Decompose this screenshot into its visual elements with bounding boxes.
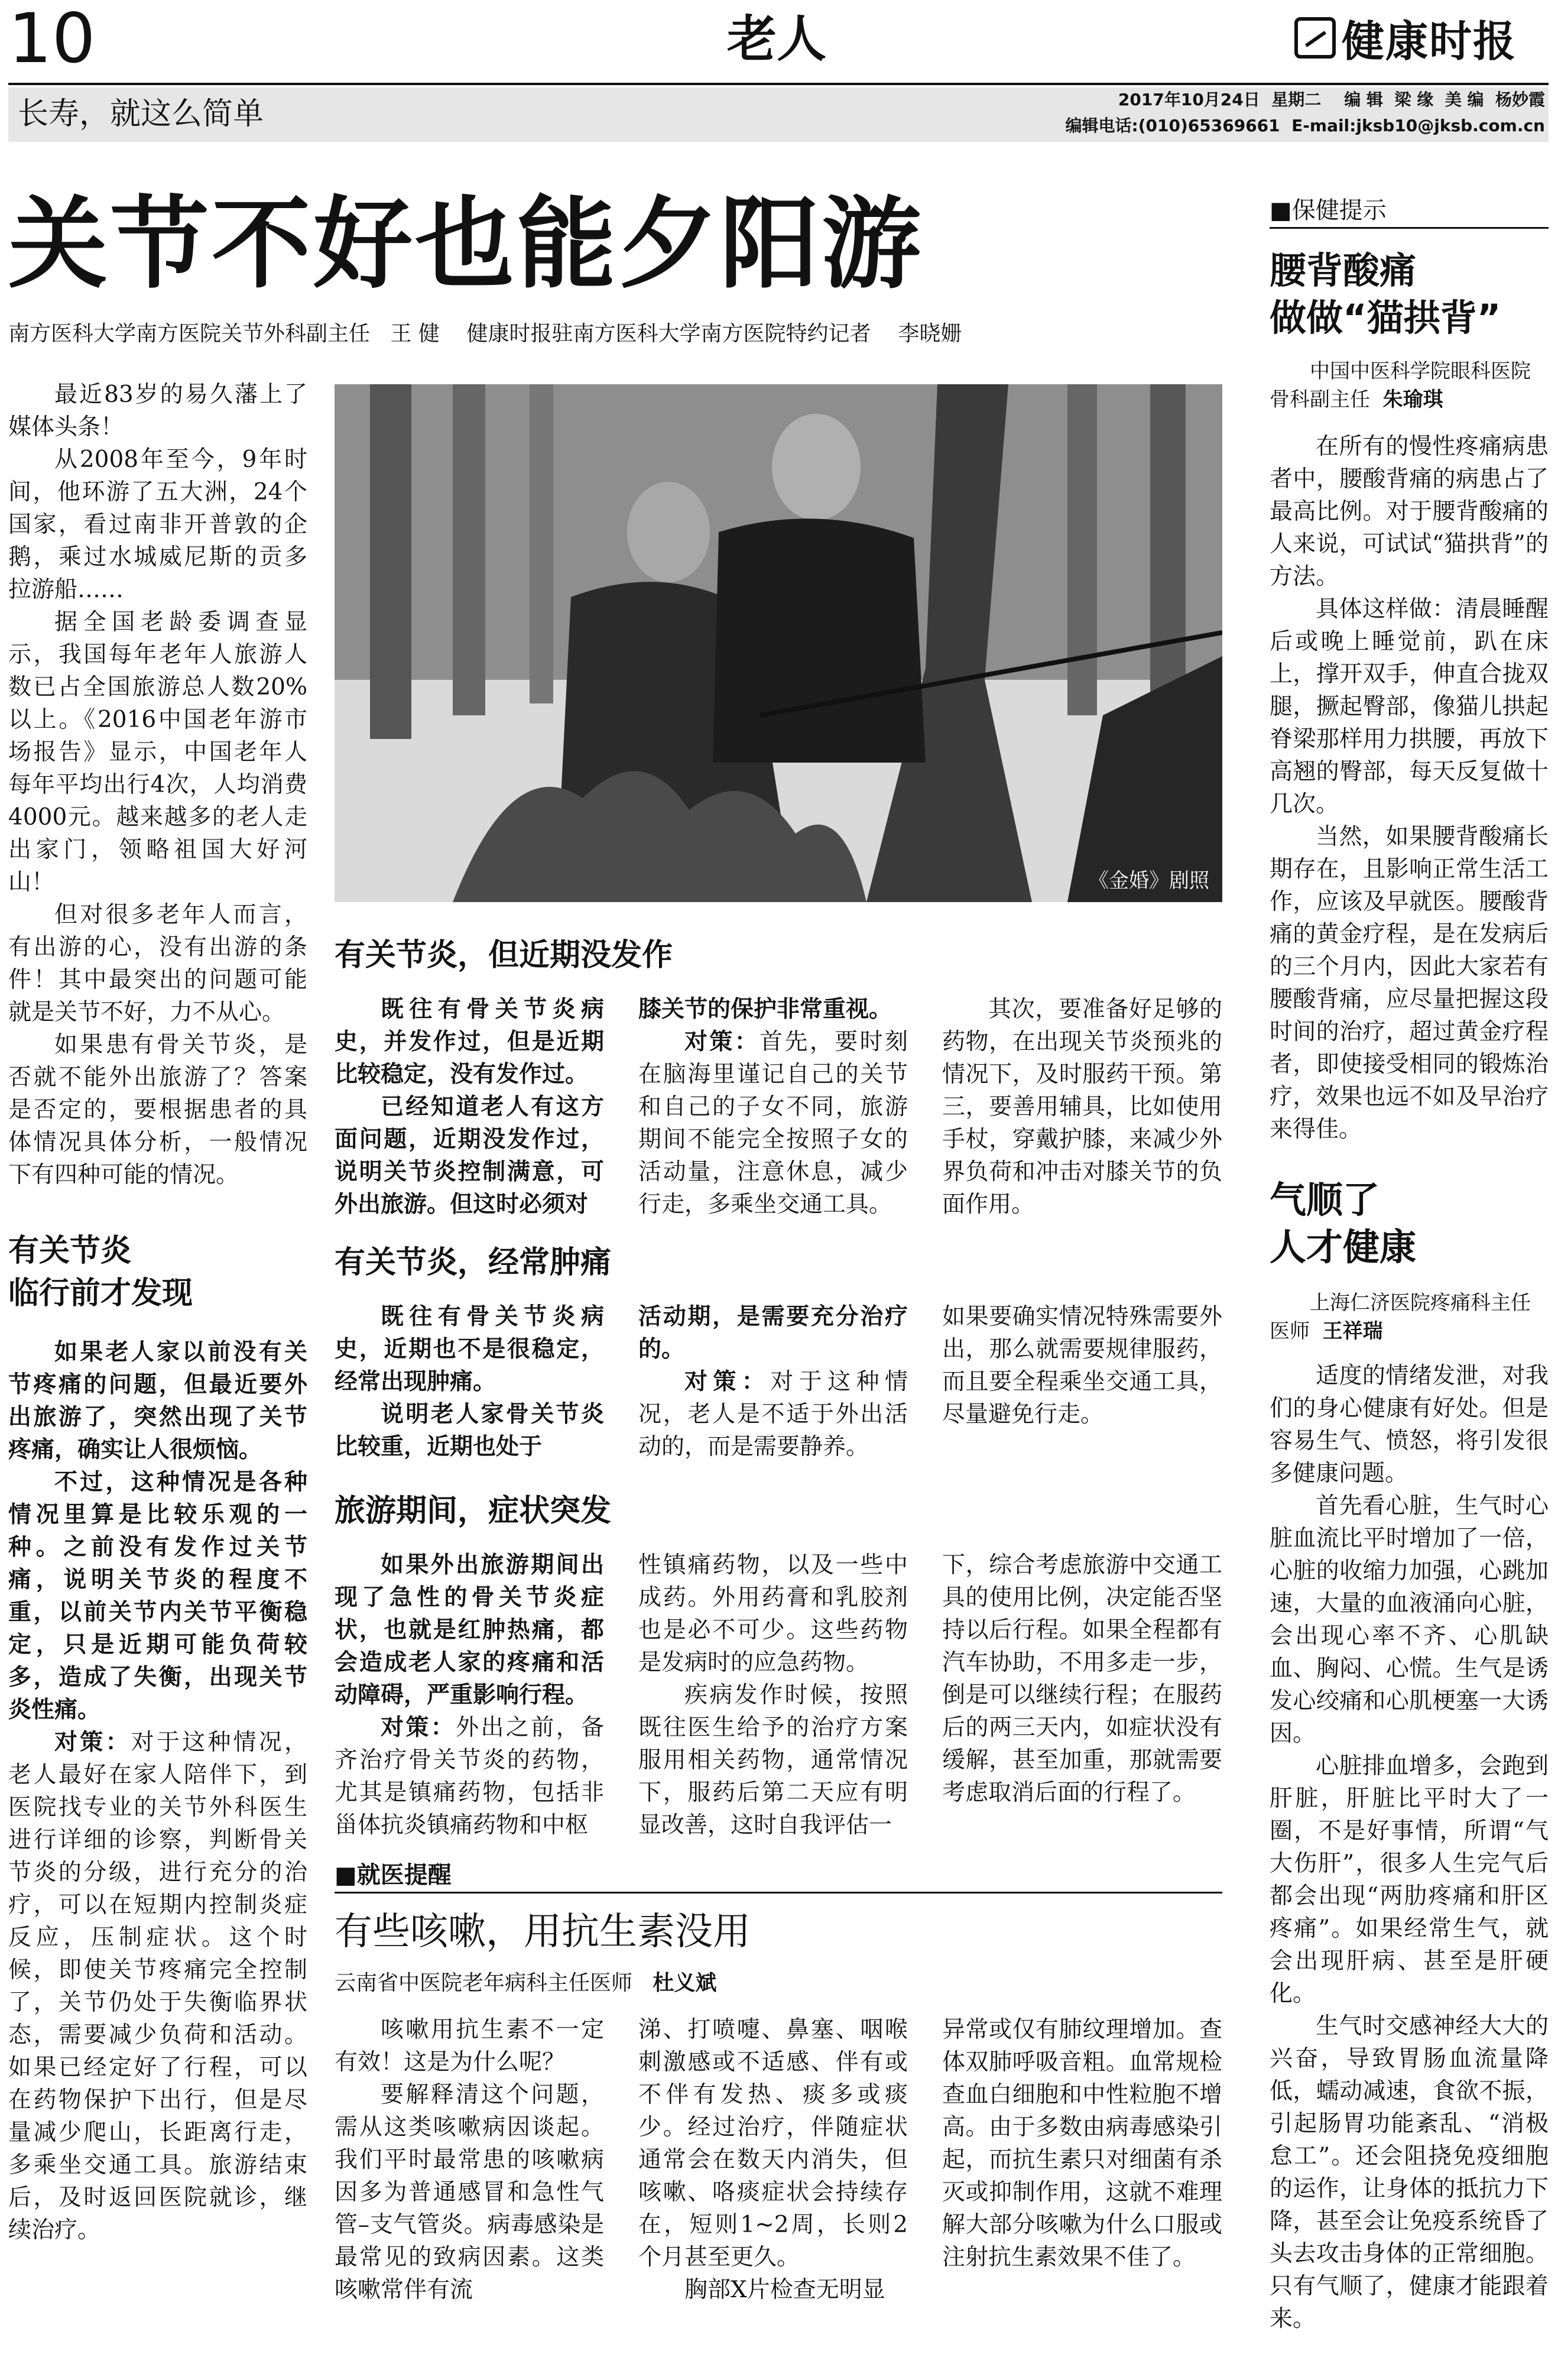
section-4-col3 [942,1549,1222,1809]
sidebar-paragraph: 适度的情绪发泄，对我们的身心健康有好处。但是容易生气、愤怒，将引发很多健康问题。 [1270,1363,1549,1487]
strategy-text: 外出之前，备齐治疗骨关节炎的药物，尤其是镇痛药物，包括非甾体抗炎镇痛药物和中枢 [335,1714,604,1838]
section-heading-3: 有关节炎，经常肿痛 [335,1245,612,1280]
sidebar-article-1-body [1270,430,1549,1146]
cough-byline-name: 杜义斌 [653,1971,717,1995]
article-photo [335,384,1222,902]
logo-mark-icon [1294,17,1336,59]
section-4-col2 [638,1549,908,1841]
intro-paragraph: 如果患有骨关节炎，是否就不能外出旅游了？答案是否定的，要根据患者的具体情况具体分析，一般情况下有四种可能的情况。 [8,1032,307,1188]
section-3-col1 [335,1301,604,1463]
section-2-paragraph: 既往有骨关节炎病史，并发作过，但是近期比较稳定，没有发作过。 [335,996,604,1088]
sidebar-article-1-byline-org: 中国中医科学院眼科医院骨科副主任 [1270,359,1531,411]
sidebar-article-2-byline-name: 王祥瑞 [1322,1319,1383,1343]
intro-paragraph: 据全国老龄委调查显示，我国每年老年人旅游人数已占全国旅游总人数20%以上。《2016中国老年游市场报告》显示，中国老年人每年平均出行4次，人均消费4000元。越来越多的老人走出家门，领略祖国大好河山！ [8,609,307,896]
page-number: 10 [8,0,96,79]
sidebar-article-2-body [1270,1360,1549,2335]
section-4-paragraph: 如果外出旅游期间出现了急性的骨关节炎症状，也就是红肿热痛，都会造成老人家的疼痛和活动障碍，严重影响行程。 [335,1551,604,1708]
cough-tag-rule [335,1892,1222,1893]
section-2-col3 [942,993,1222,1221]
sidebar-article-2-byline [1270,1289,1549,1345]
section-2-col2 [638,993,908,1221]
cough-paragraph: 要解释清这个问题，需从这类咳嗽病因谈起。我们平时最常患的咳嗽病因多为普通感冒和急性气管–支气管炎。病毒感染是最常见的致病因素。这类咳嗽常伴有流 [335,2081,604,2303]
sidebar-article-1-title: 腰背酸痛 做做“猫拱背” [1270,249,1501,339]
section-3-paragraph: 如果要确实情况特殊需要外出，那么就需要规律服药，而且要全程乘坐交通工具，尽量避免行走。 [942,1304,1222,1428]
section-3-paragraph: 活动期，是需要充分治疗的。 [638,1303,908,1363]
contact-line: 编辑电话:(010)65369661 E-mail:jksb10@jksb.com.cn [1065,116,1545,135]
section-heading-2: 有关节炎，但近期没发作 [335,938,673,973]
cough-paragraph: 异常或仅有肺纹理增加。查体双肺呼吸音粗。血常规检查血白细胞和中性粒胞不增高。由于多数由病毒感染引起，而抗生素只对细菌有杀灭或抑制作用，这就不难理解大部分咳嗽为什么口服或注射抗生素效果不佳了。 [942,2016,1222,2271]
strategy-text: 首先，要时刻在脑海里谨记自己的关节和自己的子女不同，旅游期间不能完全按照子女的活动量，注意休息，减少行走，多乘坐交通工具。 [638,1029,908,1218]
strategy-label: 对策： [684,1028,760,1055]
section-2-paragraph: 其次，要准备好足够的药物，在出现关节炎预兆的情况下，及时服药干预。第三，要善用辅具，比如使用手杖，穿戴护膝，来减少外界负荷和冲击对膝关节的负面作用。 [942,996,1222,1218]
section-3-strategy [638,1366,908,1463]
cough-byline [335,1969,716,1998]
photo-caption: 《金婚》剧照 [1089,869,1209,893]
sidebar-paragraph: 首先看心脏，生气时心脏血流比平时增加了一倍，心脏的收缩力加强，心跳加速，大量的血液涌向心脏，会出现心率不齐、心肌缺血、胸闷、心慌。生气是诱发心绞痛和心肌梗塞一大诱因。 [1270,1493,1549,1747]
sidebar-article-1-byline [1270,357,1549,414]
section-4-paragraph: 性镇痛药物，以及一些中成药。外用药膏和乳胶剂也是必不可少。这些药物是发病时的应急药物。 [638,1552,908,1676]
sidebar-article-2-byline-org: 上海仁济医院疼痛科主任医师 [1270,1291,1531,1343]
photo-illustration [335,384,1222,902]
section-3-col3 [942,1301,1222,1431]
cough-paragraph: 涕、打喷嚏、鼻塞、咽喉刺激感或不适感、伴有或不伴有发热、痰多或痰少。经过治疗，伴随症状通常会在数天内消失，但咳嗽、咯痰症状会持续存在，短则1~2周，长则2个月甚至更久。 [638,2016,908,2271]
sidebar-paragraph: 当然，如果腰背酸痛长期存在，且影响正常生活工作，应该及早就医。腰酸背痛的黄金疗程，是在发病后的三个月内，因此大家若有腰酸背痛，应尽量把握这段时间的治疗，超过黄金疗程者，即使接受相同的锻炼治疗，效果也远不如及早治疗来得佳。 [1270,823,1549,1143]
section-2-paragraph: 已经知道老人有这方面问题，近期没发作过，说明关节炎控制满意，可外出旅游。但这时必须对 [335,1093,604,1218]
section-4-paragraph: 疾病发作时候，按照既往医生给予的治疗方案服用相关药物，通常情况下，服药后第二天应有明显改善，这时自我评估一 [638,1682,908,1838]
sidebar-paragraph: 在所有的慢性疼痛病患者中，腰酸背痛的病患占了最高比例。对于腰背酸痛的人来说，可试试“猫拱背”的方法。 [1270,433,1549,590]
section-3-col2 [638,1301,908,1463]
section-title: 老人 [727,10,827,68]
strategy-label: 对策： [381,1714,456,1741]
section-3-paragraph: 既往有骨关节炎病史，近期也不是很稳定，经常出现肿痛。 [335,1303,604,1395]
sidebar-paragraph: 生气时交感神经大大的兴奋，导致胃肠血流量降低，蠕动减速，食欲不振，引起肠胃功能紊乱、“消极怠工”。还会阻挠免疫细胞的运作，让身体的抵抗力下降，甚至会让免疫系统昏了头去攻击身体的正常细胞。只有气顺了，健康才能跟着来。 [1270,2013,1549,2332]
slogan: 长寿，就这么简单 [18,96,264,132]
sidebar-tag-rule [1270,227,1549,229]
section-1-paragraph: 如果老人家以前没有关节疼痛的问题，但最近要外出旅游了，突然出现了关节疼痛，确实让人很烦恼。 [8,1338,307,1463]
cough-paragraph: 胸部X片检查无明显 [684,2277,885,2303]
sidebar-article-2-title: 气顺了 人才健康 [1270,1178,1417,1269]
section-3-paragraph: 说明老人家骨关节炎比较重，近期也处于 [335,1400,604,1460]
intro-paragraph: 但对很多老年人而言，有出游的心，没有出游的条件！其中最突出的问题可能就是关节不好，力不从心。 [8,902,307,1026]
date-line: 2017年10月24日 星期二 编 辑 梁 缘 美 编 杨妙霞 [1118,90,1545,109]
strategy-text: 对于这种情况，老人最好在家人陪伴下，到医院找专业的关节外科医生进行详细的诊察，判断骨关节炎的分级，进行充分的治疗，可以在短期内控制炎症反应，压制症状。这个时候，即使关节疼痛完全控制了，关节仍处于失衡临界状态，需要减少负荷和活动。如果已经定好了行程，可以在药物保护下出行，但是尽量减少爬山，长距离行走，多乘坐交通工具。旅游结束后，及时返回医院就诊，继续治疗。 [8,1729,307,2243]
intro-paragraph: 从2008年至今，9年时间，他环游了五大洲，24个国家，看过南非开普敦的企鹅，乘过水城威尼斯的贡多拉游船…… [8,446,307,603]
section-2-col1 [335,993,604,1221]
section-1-paragraph: 不过，这种情况是各种情况里算是比较乐观的一种。之前没有发作过关节痛，说明关节炎的程度不重，以前关节内关节平衡稳定，只是近期可能负荷较多，造成了失衡，出现关节炎性痛。 [8,1468,307,1723]
main-byline: 南方医科大学南方医院关节外科副主任 王 健 健康时报驻南方医科大学南方医院特约记者 李晓姗 [8,322,962,346]
cough-byline-org: 云南省中医院老年病科主任医师 [335,1971,633,1995]
cough-col1 [335,2013,604,2306]
cough-column-tag: ■就医提醒 [335,1862,452,1889]
section-4-paragraph: 下，综合考虑旅游中交通工具的使用比例，决定能否坚持以后行程。如果全程都有汽车协助，不用多走一步，倒是可以继续行程；在服药后的两三天内，如症状没有缓解，甚至加重，那就需要考虑取消后面的行程了。 [942,1552,1222,1806]
section-heading-4: 旅游期间，症状突发 [335,1493,612,1529]
sidebar-paragraph: 具体这样做：清晨睡醒后或晚上睡觉前，趴在床上，撑开双手，伸直合拢双腿，撅起臀部，像猫儿拱起脊梁那样用力拱腰，再放下高翘的臀部，每天反复做十几次。 [1270,596,1549,818]
section-4-strategy [335,1711,604,1841]
section-1-strategy [8,1726,307,2246]
section-2-strategy [638,1026,908,1221]
masthead-rule [8,83,1549,85]
cough-col2 [638,2013,908,2306]
intro-paragraph: 最近83岁的易久藩上了媒体头条！ [8,381,307,440]
newspaper-logo: 健康时报 [1294,8,1517,67]
sidebar-column-tag: ■保健提示 [1270,197,1387,224]
cough-paragraph: 咳嗽用抗生素不一定有效！这是为什么呢？ [335,2016,604,2076]
section-2-paragraph: 膝关节的保护非常重视。 [638,996,892,1023]
strategy-text: 对于这种情况，老人是不适于外出活动的，而是需要静养。 [638,1369,908,1460]
cough-col3 [942,2013,1222,2274]
section-1-body [8,1336,307,2246]
strategy-label: 对策： [684,1368,771,1395]
sidebar-article-1-byline-name: 朱瑜琪 [1382,388,1443,411]
cough-title: 有些咳嗽，用抗生素没用 [335,1910,751,1954]
main-headline: 关节不好也能夕阳游 [8,186,923,302]
strategy-label: 对策： [54,1729,131,1756]
section-heading-1: 有关节炎 临行前才发现 [8,1233,193,1311]
sidebar-paragraph: 心脏排血增多，会跑到肝脏，肝脏比平时大了一圈，不是好事情，所谓“气大伤肝”，很多人生完气后都会出现“两肋疼痛和肝区疼痛”。如果经常生气，就会出现肝病、甚至是肝硬化。 [1270,1753,1549,2007]
section-4-col1 [335,1549,604,1841]
intro-column [8,378,307,1191]
